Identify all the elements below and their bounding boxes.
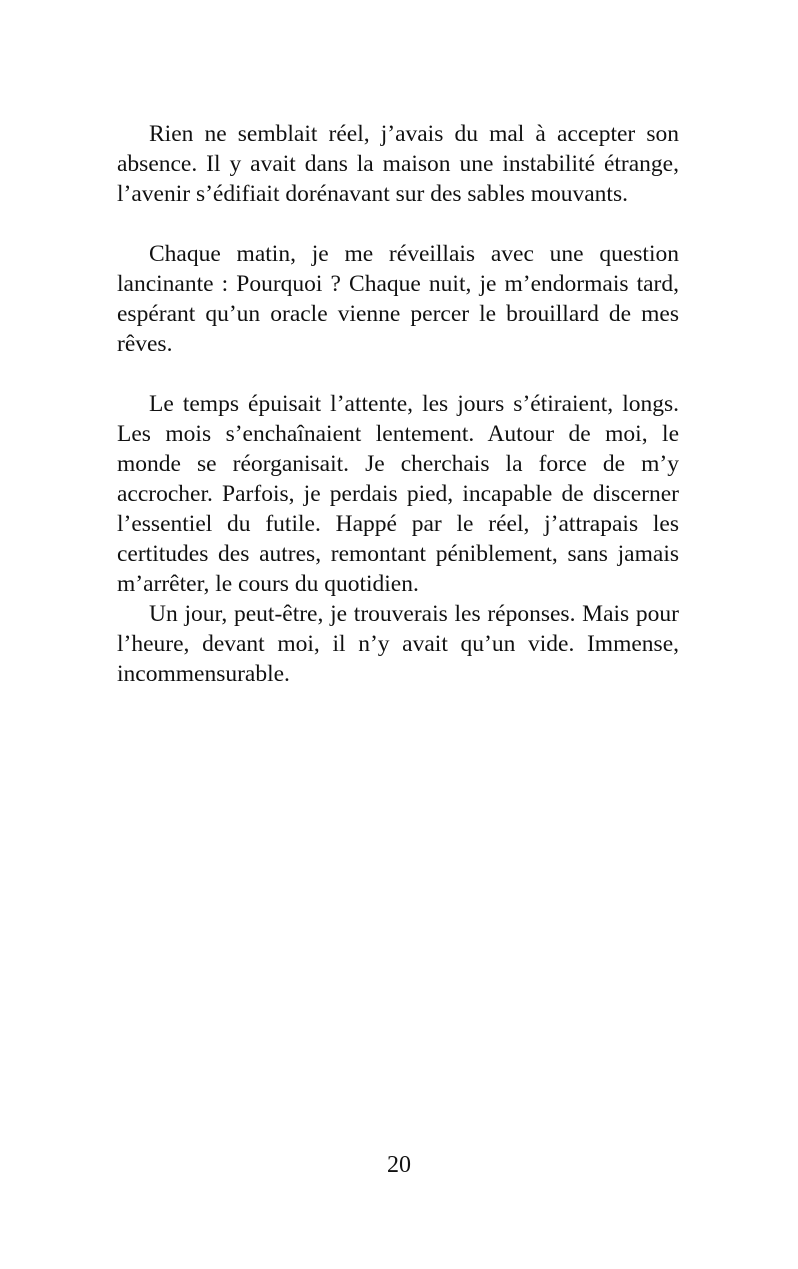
page-number: 20	[387, 1152, 411, 1178]
paragraph-3: Le temps épuisait l’attente, les jours s’étiraient, longs. Les mois s’enchaînaient lentement. Autour de moi, le monde se réorganisait. Je cherchais la force de m’y accrocher. Parfois, je perdais pied, incapable de discerner l’essentiel du futile. Happé par le réel, j’attrapais les certitudes des autres, remontant péniblement, sans jamais m’arrêter, le cours du quotidien.	[117, 391, 679, 597]
paragraph-1: Rien ne semblait réel, j’avais du mal à accepter son absence. Il y avait dans la maison une instabilité étrange, l’avenir s’édifiait dorénavant sur des sables mouvants.	[117, 121, 679, 207]
paragraph-2: Chaque matin, je me réveillais avec une question lancinante : Pourquoi ? Chaque nuit, je m’endormais tard, espérant qu’un oracle vienne percer le brouillard de mes rêves.	[117, 241, 679, 357]
body-text	[117, 119, 679, 689]
paragraph-4: Un jour, peut-être, je trouverais les réponses. Mais pour l’heure, devant moi, il n’y avait qu’un vide. Immense, incommensurable.	[117, 601, 679, 687]
